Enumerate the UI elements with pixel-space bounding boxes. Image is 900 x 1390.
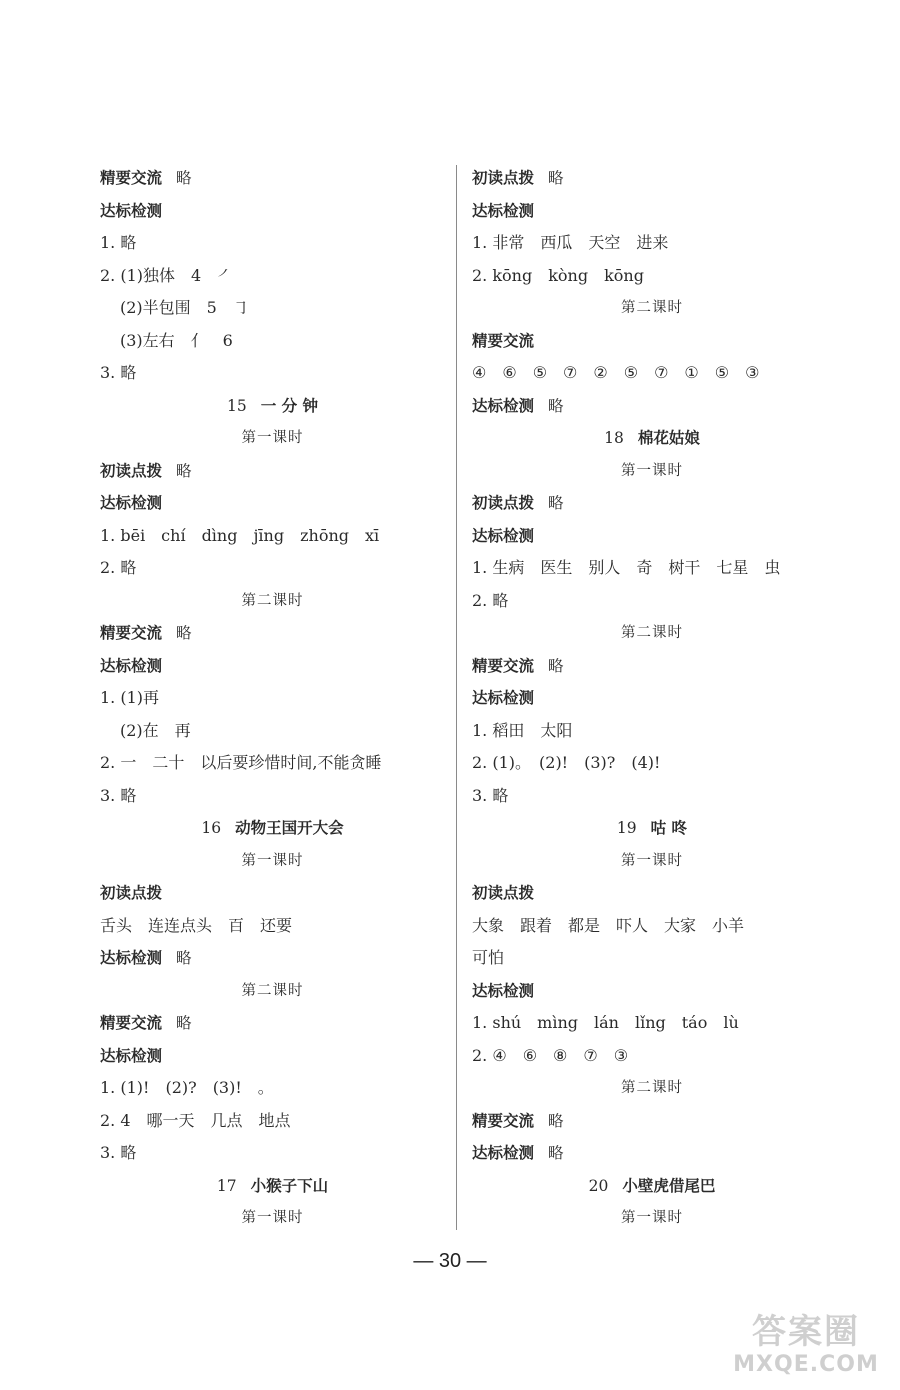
- lesson-period: 第二课时: [621, 300, 683, 316]
- heading-label: 达标检测: [472, 526, 535, 545]
- heading-label: 达标检测: [472, 201, 535, 220]
- heading-label: 精要交流: [100, 624, 163, 642]
- watermark-logo: [726, 1312, 886, 1380]
- section-heading: [100, 1040, 445, 1073]
- answer-line: 1. 生病 医生 别人 奇 树干 七星 虫: [472, 558, 781, 577]
- heading-label: 初读点拨: [100, 884, 163, 902]
- section-heading: [472, 650, 832, 683]
- section-heading: [100, 195, 445, 228]
- lesson-name: 咕 咚: [650, 819, 688, 837]
- watermark-text: 答案圈: [752, 1312, 860, 1352]
- heading-label: 达标检测: [100, 494, 163, 512]
- lesson-period: 第一课时: [241, 852, 304, 869]
- heading-label: 精要交流: [100, 1014, 163, 1032]
- answer-line: (2)在 再: [120, 720, 191, 740]
- answer-line: 2. 一 二十 以后要珍惜时间,不能贪睡: [100, 753, 382, 772]
- heading-answer: 略: [548, 656, 564, 675]
- column-divider: [456, 165, 457, 1230]
- lesson-period: 第二课时: [621, 1080, 683, 1096]
- lesson-name: 棉花姑娘: [637, 429, 700, 447]
- heading-answer: 略: [548, 396, 564, 415]
- answer-line: 2. 4 哪一天 几点 地点: [100, 1110, 291, 1130]
- section-heading: [100, 942, 445, 975]
- answer-line: 1. (1)! (2)? (3)! 。: [100, 1078, 274, 1097]
- section-heading: [472, 520, 832, 553]
- answer-line: 3. 略: [100, 785, 137, 805]
- heading-label: 精要交流: [100, 169, 163, 187]
- answer-line: 舌头 连连点头 百 还要: [100, 915, 293, 935]
- answer-line: 3. 略: [100, 363, 137, 382]
- heading-label: 精要交流: [472, 331, 535, 350]
- answer-line: 1. 略: [100, 233, 137, 252]
- section-heading: [472, 1137, 832, 1170]
- answer-line: 2. ④ ⑥ ⑧ ⑦ ③: [472, 1045, 629, 1065]
- section-heading: [100, 487, 445, 520]
- heading-label: 达标检测: [472, 1144, 535, 1162]
- lesson-title: [100, 390, 445, 423]
- heading-label: 达标检测: [100, 656, 163, 675]
- answer-line: 1. bēi chí dìng jīng zhōng xī: [100, 525, 380, 545]
- heading-label: 精要交流: [472, 1111, 535, 1130]
- section-heading: [472, 390, 832, 423]
- left-column: [100, 162, 445, 1235]
- lesson-title: [100, 812, 445, 845]
- lesson-title: [100, 1170, 445, 1203]
- section-heading: [100, 617, 445, 650]
- section-heading: [472, 162, 832, 195]
- lesson-period: 第二课时: [241, 982, 304, 999]
- answer-line: 2. 略: [472, 590, 509, 610]
- right-column: [472, 162, 832, 1235]
- lesson-period: 第一课时: [241, 430, 304, 446]
- lesson-title: [472, 422, 832, 455]
- heading-answer: 略: [548, 169, 564, 187]
- lesson-number: 20: [588, 1176, 609, 1195]
- answer-line: 大象 跟着 都是 吓人 大家 小羊: [472, 915, 745, 935]
- section-heading: [472, 325, 832, 358]
- section-heading: [472, 1105, 832, 1138]
- answer-line: 1. 稻田 太阳: [472, 720, 573, 740]
- answer-line: ④ ⑥ ⑤ ⑦ ② ⑤ ⑦ ① ⑤ ③: [472, 363, 760, 382]
- section-heading: [472, 975, 832, 1008]
- lesson-number: 15: [226, 396, 247, 415]
- answer-line: 3. 略: [100, 1143, 137, 1162]
- heading-label: 初读点拨: [472, 169, 535, 187]
- lesson-period: 第二课时: [621, 625, 683, 641]
- answer-line: 2. 略: [100, 558, 137, 577]
- section-heading: [472, 877, 832, 910]
- page-number: — 30 —: [413, 1250, 487, 1272]
- lesson-name: 动物王国开大会: [235, 819, 344, 837]
- lesson-number: 16: [201, 819, 222, 837]
- section-heading: [472, 195, 832, 228]
- lesson-number: 18: [604, 429, 624, 447]
- heading-label: 达标检测: [472, 981, 535, 1000]
- lesson-title: [472, 812, 832, 845]
- answer-line: 1. (1)再: [100, 688, 160, 707]
- answer-line: 2. kōng kòng kōng: [472, 265, 644, 285]
- heading-answer: 略: [176, 624, 192, 642]
- heading-label: 达标检测: [100, 949, 163, 967]
- heading-label: 达标检测: [100, 1046, 163, 1065]
- heading-label: 精要交流: [472, 656, 535, 675]
- answer-line: 可怕: [472, 948, 505, 967]
- section-heading: [100, 162, 445, 195]
- answer-line: (3)左右 亻 6: [120, 330, 233, 350]
- section-heading: [472, 682, 832, 715]
- heading-label: 达标检测: [472, 396, 535, 415]
- lesson-name: 小壁虎借尾巴: [622, 1176, 716, 1195]
- answer-line: 3. 略: [472, 785, 509, 805]
- heading-answer: 略: [548, 1111, 564, 1130]
- answer-line: 1. 非常 西瓜 天空 进来: [472, 233, 669, 252]
- section-heading: [100, 877, 445, 910]
- lesson-name: 小猴子下山: [250, 1176, 329, 1195]
- lesson-number: 19: [616, 819, 637, 837]
- lesson-period: 第二课时: [241, 592, 304, 609]
- heading-label: 达标检测: [100, 201, 163, 220]
- section-heading: [100, 650, 445, 683]
- lesson-period: 第一课时: [621, 462, 683, 479]
- heading-label: 初读点拨: [100, 461, 163, 480]
- lesson-number: 17: [216, 1176, 237, 1195]
- answer-line: 1. shú mìng lán lǐng táo lù: [472, 1013, 739, 1032]
- lesson-period: 第一课时: [241, 1210, 304, 1226]
- answer-line: (2)半包围 5 ㇆: [120, 298, 249, 317]
- section-heading: [100, 455, 445, 488]
- answer-line: 2. (1)。 (2)! (3)? (4)!: [472, 753, 661, 772]
- heading-answer: 略: [548, 494, 564, 512]
- heading-answer: 略: [176, 169, 192, 187]
- watermark-url: MXQE.COM: [733, 1352, 879, 1377]
- heading-answer: 略: [548, 1144, 564, 1162]
- section-heading: [100, 1007, 445, 1040]
- lesson-period: 第一课时: [621, 1210, 683, 1226]
- heading-label: 初读点拨: [472, 494, 535, 512]
- heading-answer: 略: [176, 1014, 192, 1032]
- lesson-title: [472, 1170, 832, 1203]
- heading-label: 达标检测: [472, 689, 535, 707]
- section-heading: [472, 487, 832, 520]
- heading-answer: 略: [176, 461, 192, 480]
- answer-line: 2. (1)独体 4 ㇒: [100, 265, 234, 285]
- heading-answer: 略: [176, 949, 192, 967]
- lesson-period: 第一课时: [621, 852, 683, 869]
- lesson-name: 一 分 钟: [260, 396, 319, 415]
- heading-label: 初读点拨: [472, 884, 535, 902]
